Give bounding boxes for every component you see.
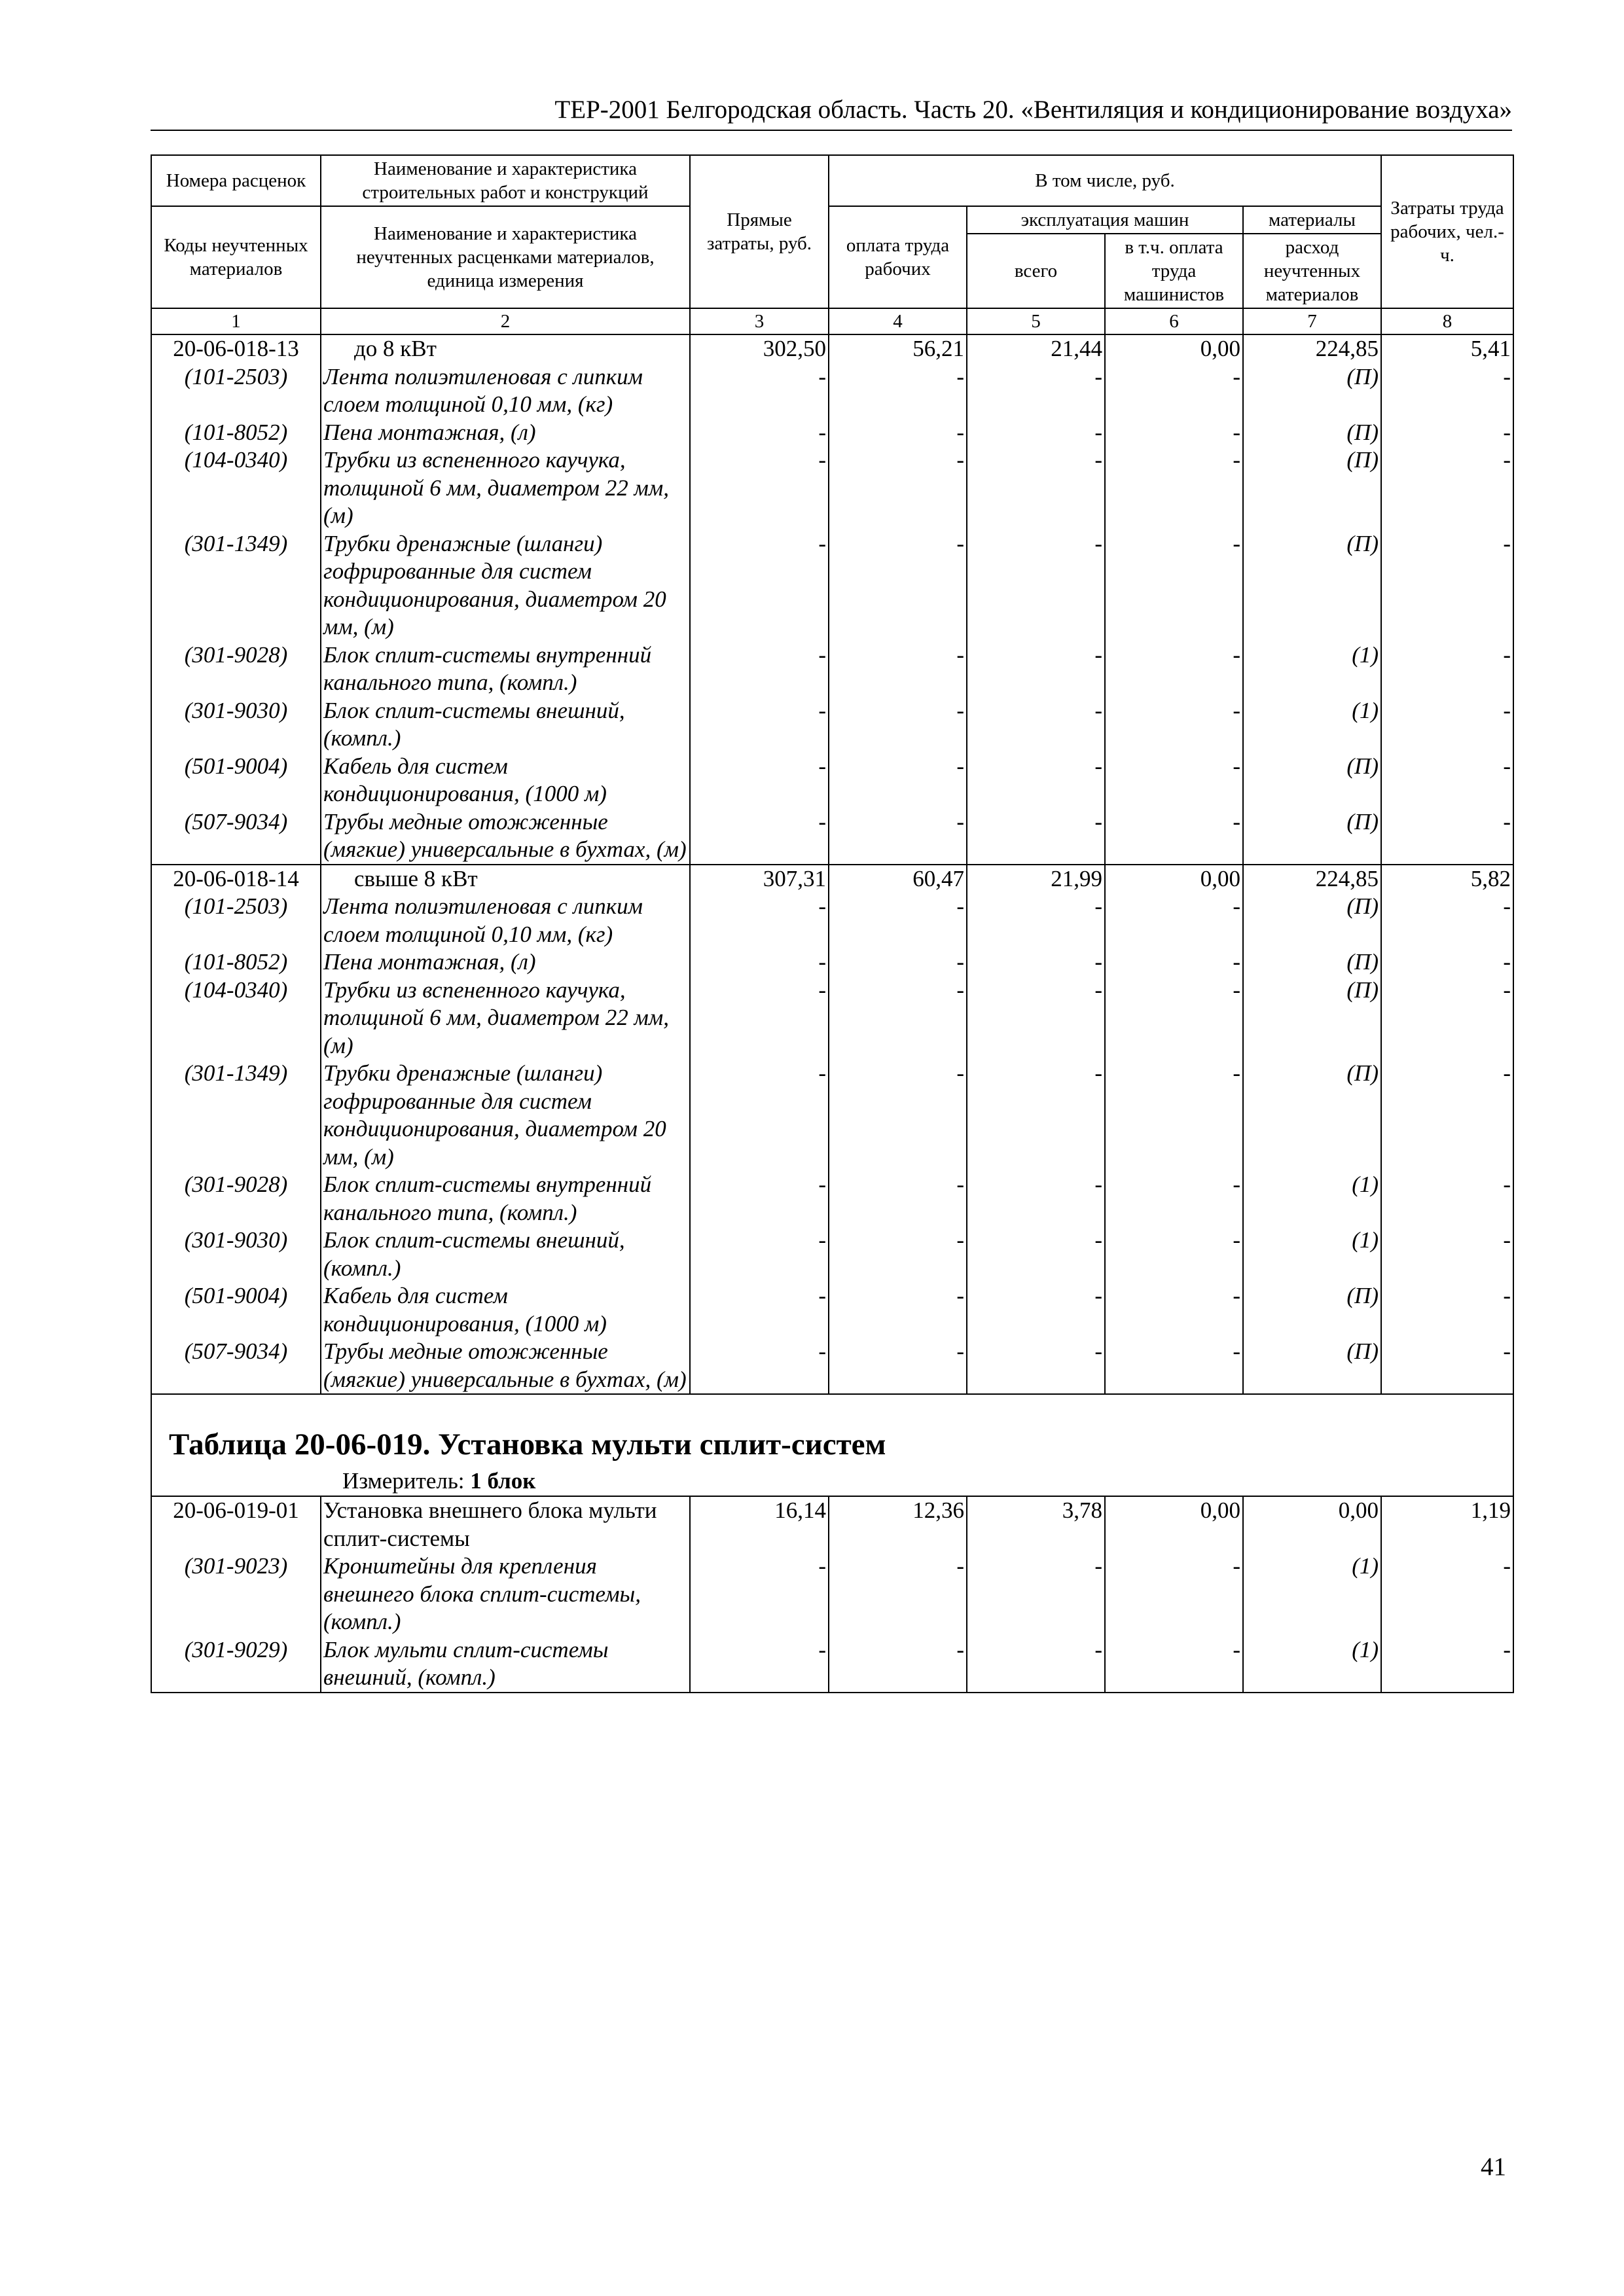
material-mark: (1) (1243, 641, 1381, 697)
material-code: (301-9029) (151, 1636, 321, 1693)
dash-cell: - (1105, 641, 1243, 697)
dash-cell: - (1381, 1552, 1513, 1636)
material-code: (101-2503) (151, 363, 321, 419)
rate-value: 0,00 (1105, 865, 1243, 893)
dash-cell: - (1105, 1338, 1243, 1394)
table-019-title-row (151, 1394, 1513, 1496)
material-code: (101-2503) (151, 893, 321, 948)
dash-cell: - (829, 530, 967, 641)
material-row (151, 1338, 1513, 1394)
rate-value: 21,99 (967, 865, 1105, 893)
material-row (151, 753, 1513, 808)
material-code: (101-8052) (151, 419, 321, 447)
dash-cell: - (967, 1636, 1105, 1693)
header-machinist-pay: в т.ч. оплата труда машинистов (1105, 234, 1243, 308)
dash-cell: - (829, 948, 967, 977)
material-name: Пена монтажная, (л) (321, 948, 690, 977)
dash-cell: - (1105, 808, 1243, 865)
rate-value: 21,44 (967, 334, 1105, 363)
material-name: Лента полиэтиленовая с липким слоем толщиной 0,10 мм, (кг) (321, 893, 690, 948)
dash-cell: - (967, 1227, 1105, 1282)
material-mark: (1) (1243, 697, 1381, 753)
dash-cell: - (967, 1060, 1105, 1171)
material-code: (501-9004) (151, 753, 321, 808)
column-number: 4 (829, 308, 967, 334)
rate-value: 16,14 (690, 1496, 829, 1552)
material-mark: (П) (1243, 893, 1381, 948)
dash-cell: - (1381, 1227, 1513, 1282)
running-head: ТЕР-2001 Белгородская область. Часть 20. «Вентиляция и кондиционирование воздуха» (151, 95, 1512, 131)
dash-cell: - (690, 808, 829, 865)
dash-cell: - (1105, 697, 1243, 753)
dash-cell: - (967, 948, 1105, 977)
page-number: 41 (1481, 2153, 1506, 2181)
rate-value: 1,19 (1381, 1496, 1513, 1552)
material-mark: (1) (1243, 1227, 1381, 1282)
column-number: 1 (151, 308, 321, 334)
material-code: (301-9030) (151, 697, 321, 753)
dash-cell: - (967, 419, 1105, 447)
material-row (151, 1227, 1513, 1282)
dash-cell: - (690, 1282, 829, 1338)
material-row (151, 1282, 1513, 1338)
dash-cell: - (829, 1171, 967, 1227)
material-row (151, 1636, 1513, 1693)
dash-cell: - (1105, 419, 1243, 447)
dash-cell: - (967, 977, 1105, 1060)
dash-cell: - (829, 641, 967, 697)
dash-cell: - (690, 948, 829, 977)
dash-cell: - (690, 977, 829, 1060)
dash-cell: - (1381, 641, 1513, 697)
dash-cell: - (690, 641, 829, 697)
header-machine-operation: эксплуатация машин (967, 206, 1243, 234)
dash-cell: - (1381, 419, 1513, 447)
dash-cell: - (967, 808, 1105, 865)
material-mark: (П) (1243, 1060, 1381, 1171)
dash-cell: - (1381, 1636, 1513, 1693)
dash-cell: - (967, 753, 1105, 808)
dash-cell: - (1381, 948, 1513, 977)
material-name: Блок сплит-системы внешний, (компл.) (321, 1227, 690, 1282)
material-name: Блок сплит-системы внутренний канального типа, (компл.) (321, 641, 690, 697)
material-row (151, 893, 1513, 948)
rate-code: 20-06-019-01 (151, 1496, 321, 1552)
header-machines-total: всего (967, 234, 1105, 308)
table-row (151, 334, 1513, 363)
dash-cell: - (829, 753, 967, 808)
rate-value: 224,85 (1243, 865, 1381, 893)
dash-cell: - (1105, 1636, 1243, 1693)
meter-line (169, 1467, 1496, 1496)
material-code: (507-9034) (151, 1338, 321, 1394)
material-name: Трубы медные отожженные (мягкие) универсальные в бухтах, (м) (321, 808, 690, 865)
dash-cell: - (1105, 1171, 1243, 1227)
dash-cell: - (1105, 753, 1243, 808)
dash-cell: - (1381, 1338, 1513, 1394)
material-name: Блок мульти сплит-системы внешний, (компл.) (321, 1636, 690, 1693)
dash-cell: - (967, 1338, 1105, 1394)
rate-value: 3,78 (967, 1496, 1105, 1552)
dash-cell: - (829, 1227, 967, 1282)
header-worker-pay: оплата труда рабочих (829, 206, 967, 308)
material-mark: (1) (1243, 1171, 1381, 1227)
dash-cell: - (690, 1338, 829, 1394)
meter-value: 1 блок (470, 1468, 536, 1494)
column-number: 3 (690, 308, 829, 334)
dash-cell: - (690, 1060, 829, 1171)
dash-cell: - (690, 1636, 829, 1693)
dash-cell: - (1381, 1282, 1513, 1338)
dash-cell: - (1105, 1060, 1243, 1171)
dash-cell: - (1381, 1171, 1513, 1227)
header-material-codes: Коды неучтенных материалов (151, 206, 321, 308)
dash-cell: - (1381, 753, 1513, 808)
dash-cell: - (690, 1552, 829, 1636)
table-title: Таблица 20-06-019. Установка мульти сплит-систем (169, 1427, 886, 1462)
material-name: Трубки из вспененного каучука, толщиной 6 мм, диаметром 22 мм, (м) (321, 977, 690, 1060)
dash-cell: - (690, 530, 829, 641)
material-code: (507-9034) (151, 808, 321, 865)
dash-cell: - (829, 893, 967, 948)
rate-code: 20-06-018-13 (151, 334, 321, 363)
header-rate-numbers: Номера расценок (151, 155, 321, 206)
dash-cell: - (967, 641, 1105, 697)
dash-cell: - (1381, 446, 1513, 530)
material-row (151, 977, 1513, 1060)
dash-cell: - (829, 1552, 967, 1636)
rate-value: 5,41 (1381, 334, 1513, 363)
material-code: (301-1349) (151, 1060, 321, 1171)
dash-cell: - (967, 530, 1105, 641)
dash-cell: - (967, 893, 1105, 948)
dash-cell: - (829, 1338, 967, 1394)
column-number: 6 (1105, 308, 1243, 334)
rate-value: 12,36 (829, 1496, 967, 1552)
material-code: (301-9030) (151, 1227, 321, 1282)
dash-cell: - (1105, 1282, 1243, 1338)
rate-code: 20-06-018-14 (151, 865, 321, 893)
material-code: (301-9028) (151, 1171, 321, 1227)
material-name: Блок сплит-системы внутренний канального типа, (компл.) (321, 1171, 690, 1227)
dash-cell: - (1381, 808, 1513, 865)
material-row (151, 1552, 1513, 1636)
material-name: Кронштейны для крепления внешнего блока сплит-системы, (компл.) (321, 1552, 690, 1636)
rate-value: 224,85 (1243, 334, 1381, 363)
dash-cell: - (829, 808, 967, 865)
rate-value: 0,00 (1243, 1496, 1381, 1552)
material-row (151, 1060, 1513, 1171)
rate-name: свыше 8 кВт (321, 865, 690, 893)
dash-cell: - (829, 419, 967, 447)
material-name: Блок сплит-системы внешний, (компл.) (321, 697, 690, 753)
rate-value: 60,47 (829, 865, 967, 893)
column-number: 7 (1243, 308, 1381, 334)
rate-value: 56,21 (829, 334, 967, 363)
meter-label: Измеритель: (342, 1468, 465, 1494)
dash-cell: - (1105, 530, 1243, 641)
material-row (151, 363, 1513, 419)
dash-cell: - (1381, 1060, 1513, 1171)
dash-cell: - (1105, 893, 1243, 948)
rate-value: 0,00 (1105, 334, 1243, 363)
header-direct-costs: Прямые затраты, руб. (690, 155, 829, 308)
material-row (151, 697, 1513, 753)
dash-cell: - (967, 363, 1105, 419)
material-mark: (П) (1243, 753, 1381, 808)
column-number: 5 (967, 308, 1105, 334)
dash-cell: - (1105, 977, 1243, 1060)
material-row (151, 808, 1513, 865)
dash-cell: - (967, 1282, 1105, 1338)
rate-value: 0,00 (1105, 1496, 1243, 1552)
material-code: (101-8052) (151, 948, 321, 977)
dash-cell: - (829, 363, 967, 419)
material-code: (301-1349) (151, 530, 321, 641)
material-name: Трубки дренажные (шланги) гофрированные для систем кондиционирования, диаметром 20 мм, (м) (321, 1060, 690, 1171)
material-mark: (П) (1243, 977, 1381, 1060)
header-work-name: Наименование и характеристика строительных работ и конструкций (321, 155, 690, 206)
material-mark: (П) (1243, 446, 1381, 530)
material-code: (104-0340) (151, 977, 321, 1060)
dash-cell: - (829, 1060, 967, 1171)
dash-cell: - (1105, 446, 1243, 530)
material-mark: (П) (1243, 363, 1381, 419)
dash-cell: - (829, 697, 967, 753)
dash-cell: - (1381, 697, 1513, 753)
material-row (151, 419, 1513, 447)
dash-cell: - (967, 697, 1105, 753)
dash-cell: - (1381, 363, 1513, 419)
rate-value: 302,50 (690, 334, 829, 363)
material-name: Трубы медные отожженные (мягкие) универсальные в бухтах, (м) (321, 1338, 690, 1394)
material-code: (104-0340) (151, 446, 321, 530)
material-row (151, 1171, 1513, 1227)
header-including: В том числе, руб. (829, 155, 1381, 206)
material-mark: (П) (1243, 1282, 1381, 1338)
material-mark: (1) (1243, 1636, 1381, 1693)
column-number: 8 (1381, 308, 1513, 334)
dash-cell: - (1381, 977, 1513, 1060)
dash-cell: - (1105, 1552, 1243, 1636)
column-number: 2 (321, 308, 690, 334)
material-code: (301-9028) (151, 641, 321, 697)
material-name: Трубки из вспененного каучука, толщиной 6 мм, диаметром 22 мм, (м) (321, 446, 690, 530)
dash-cell: - (690, 697, 829, 753)
material-code: (301-9023) (151, 1552, 321, 1636)
dash-cell: - (690, 1227, 829, 1282)
rates-table (151, 154, 1514, 1693)
dash-cell: - (690, 1171, 829, 1227)
dash-cell: - (690, 893, 829, 948)
dash-cell: - (1105, 948, 1243, 977)
material-name: Кабель для систем кондиционирования, (1000 м) (321, 753, 690, 808)
material-name: Лента полиэтиленовая с липким слоем толщиной 0,10 мм, (кг) (321, 363, 690, 419)
material-row (151, 641, 1513, 697)
rate-name: Установка внешнего блока мульти сплит-системы (321, 1496, 690, 1552)
dash-cell: - (967, 446, 1105, 530)
dash-cell: - (690, 753, 829, 808)
dash-cell: - (1381, 530, 1513, 641)
material-mark: (П) (1243, 948, 1381, 977)
header-materials: материалы (1243, 206, 1381, 234)
material-row (151, 446, 1513, 530)
dash-cell: - (1381, 893, 1513, 948)
header-material-name: Наименование и характеристика неучтенных расценками материалов, единица измерения (321, 206, 690, 308)
rate-value: 5,82 (1381, 865, 1513, 893)
dash-cell: - (690, 419, 829, 447)
dash-cell: - (829, 446, 967, 530)
material-row (151, 530, 1513, 641)
material-mark: (П) (1243, 530, 1381, 641)
material-row (151, 948, 1513, 977)
dash-cell: - (967, 1171, 1105, 1227)
dash-cell: - (967, 1552, 1105, 1636)
table-row (151, 1496, 1513, 1552)
material-mark: (П) (1243, 419, 1381, 447)
header-labor-costs: Затраты труда рабочих, чел.-ч. (1381, 155, 1513, 308)
dash-cell: - (1105, 363, 1243, 419)
rate-value: 307,31 (690, 865, 829, 893)
material-name: Пена монтажная, (л) (321, 419, 690, 447)
material-name: Трубки дренажные (шланги) гофрированные для систем кондиционирования, диаметром 20 мм, (м) (321, 530, 690, 641)
dash-cell: - (690, 446, 829, 530)
material-code: (501-9004) (151, 1282, 321, 1338)
material-name: Кабель для систем кондиционирования, (1000 м) (321, 1282, 690, 1338)
dash-cell: - (690, 363, 829, 419)
material-mark: (П) (1243, 1338, 1381, 1394)
material-mark: (1) (1243, 1552, 1381, 1636)
rate-name: до 8 кВт (321, 334, 690, 363)
material-mark: (П) (1243, 808, 1381, 865)
dash-cell: - (829, 977, 967, 1060)
table-row (151, 865, 1513, 893)
header-unaccounted-materials: расход неучтенных материалов (1243, 234, 1381, 308)
dash-cell: - (1105, 1227, 1243, 1282)
dash-cell: - (829, 1636, 967, 1693)
dash-cell: - (829, 1282, 967, 1338)
